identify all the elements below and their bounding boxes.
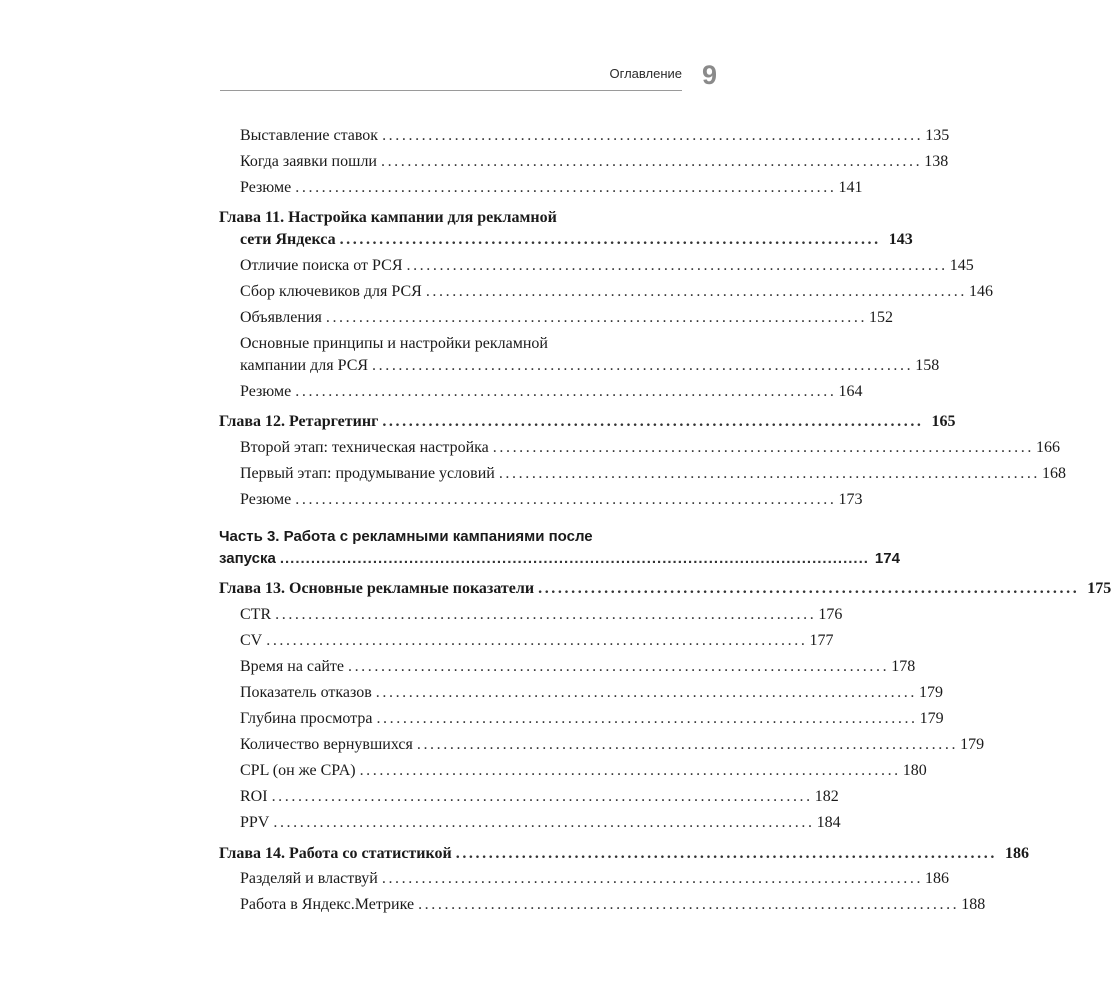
leader-dots: ..................................................................................: [271, 788, 813, 805]
toc-page-number: 165: [931, 413, 956, 430]
toc-entry-title: Глава 12. Ретаргетинг: [219, 413, 379, 430]
toc-entry-title-line2: сети Яндекса: [240, 231, 336, 248]
toc-page-number: 179: [960, 736, 985, 753]
leader-dots: ..................................................................................: [273, 814, 815, 831]
leader-dots: ..................................................................................................................: [279, 550, 869, 567]
toc-page-number: 175: [1087, 580, 1111, 597]
toc-entry-title-line1: Глава 11. Настройка кампании для рекламной: [219, 209, 557, 226]
toc-entry-title: Первый этап: продумывание условий: [240, 465, 495, 482]
toc-entry-title-line2: кампании для РСЯ: [240, 357, 369, 374]
toc-entry-title: Когда заявки пошли: [240, 153, 377, 170]
leader-dots: ..................................................................................: [376, 710, 918, 727]
toc-page-number: 179: [918, 684, 943, 701]
toc-page-number: 179: [919, 710, 944, 727]
leader-dots: ..................................................................................: [381, 870, 924, 887]
toc-entry-title: Показатель отказов: [240, 684, 372, 701]
toc-entry-title: Глава 13. Основные рекламные показатели: [219, 580, 535, 597]
toc-entry-title-line2: запуска: [219, 550, 276, 567]
toc-page-number: 164: [838, 383, 863, 400]
leader-dots: ..................................................................................: [339, 231, 881, 248]
toc-entry-title: Глава 14. Работа со статистикой: [219, 845, 452, 862]
leader-dots: ..................................................................................: [418, 896, 960, 913]
toc-entry-title: Резюме: [240, 491, 292, 508]
toc-entry-title-line1: Основные принципы и настройки рекламной: [240, 335, 548, 352]
leader-dots: ..................................................................................: [375, 684, 917, 701]
toc-page-number: 152: [869, 309, 894, 326]
page-number: 9: [702, 60, 718, 90]
toc-entry-title: PPV: [240, 814, 270, 831]
leader-dots: ..................................................................................: [455, 845, 997, 862]
toc-entry-title: Отличие поиска от РСЯ: [240, 257, 403, 274]
leader-dots: ..................................................................................: [406, 257, 948, 274]
leader-dots: ..................................................................................: [359, 762, 901, 779]
toc-entry-title: Второй этап: техническая настройка: [240, 439, 489, 456]
toc-entry-title: Выставление ставок: [240, 127, 379, 144]
toc-entry-title: Время на сайте: [240, 658, 344, 675]
leader-dots: ..................................................................................: [380, 153, 923, 170]
toc-entry-title-line1: Часть 3. Работа с рекламными кампаниями после: [219, 528, 593, 545]
leader-dots: ..................................................................................: [295, 179, 837, 196]
toc-page-number: 188: [961, 896, 986, 913]
toc-entry-title: Количество вернувшихся: [240, 736, 413, 753]
toc-page-number: 173: [838, 491, 863, 508]
toc-page-number: 186: [1004, 845, 1029, 862]
toc-page-number: 168: [1042, 465, 1067, 482]
toc-page-number: 146: [969, 283, 994, 300]
toc-entry-title: Глубина просмотра: [240, 710, 373, 727]
leader-dots: ..................................................................................: [382, 413, 924, 430]
toc-page-number: 135: [925, 127, 950, 144]
leader-dots: ..................................................................................: [498, 465, 1041, 482]
leader-dots: ..................................................................................: [425, 283, 968, 300]
toc-page-number: 178: [891, 658, 916, 675]
toc-entry-title: Разделяй и властвуй: [240, 870, 378, 887]
toc-entry-title: Сбор ключевиков для РСЯ: [240, 283, 422, 300]
toc-entry-title: Работа в Яндекс.Метрике: [240, 896, 415, 913]
toc-page-number: 177: [809, 632, 834, 649]
toc-page-number: 145: [949, 257, 974, 274]
toc-page-number: 186: [925, 870, 950, 887]
toc-page-number: 180: [902, 762, 927, 779]
leader-dots: ..................................................................................: [295, 491, 837, 508]
toc-page-number: 143: [888, 231, 913, 248]
toc-page-number: 138: [924, 153, 949, 170]
leader-dots: ..................................................................................: [416, 736, 959, 753]
leader-dots: ..................................................................................: [492, 439, 1034, 456]
toc-entry-title: CTR: [240, 606, 272, 623]
leader-dots: ..................................................................................: [347, 658, 890, 675]
leader-dots: ..................................................................................: [295, 383, 837, 400]
header-title: Оглавление: [609, 66, 682, 81]
toc-entry-title: CV: [240, 632, 263, 649]
toc-entry-title: Резюме: [240, 179, 292, 196]
leader-dots: ..................................................................................: [382, 127, 924, 144]
toc-page-number: 166: [1035, 439, 1060, 456]
toc-page-number: 184: [816, 814, 841, 831]
leader-dots: ..................................................................................: [538, 580, 1080, 597]
toc-page-number: 174: [874, 550, 900, 567]
toc-page-number: 182: [814, 788, 839, 805]
toc-entry-title: Резюме: [240, 383, 292, 400]
leader-dots: ..................................................................................: [266, 632, 808, 649]
toc-page-number: 141: [838, 179, 863, 196]
toc-entry-title: CPL (он же CPA): [240, 762, 356, 779]
toc-entry-title: Объявления: [240, 309, 322, 326]
leader-dots: ..................................................................................: [372, 357, 914, 374]
leader-dots: ..................................................................................: [325, 309, 868, 326]
leader-dots: ..................................................................................: [275, 606, 817, 623]
toc-page-number: 158: [915, 357, 940, 374]
toc-entry-title: ROI: [240, 788, 268, 805]
toc-page-number: 176: [818, 606, 843, 623]
